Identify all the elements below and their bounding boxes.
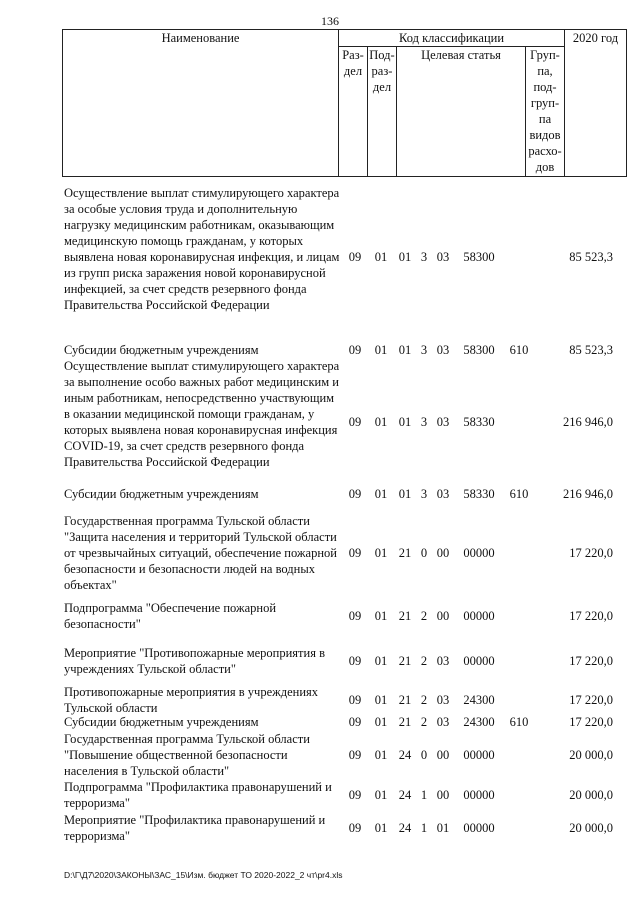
page-number: 136	[321, 14, 339, 28]
row-code-d: 58300	[463, 250, 495, 264]
header-year: 2020 год	[565, 30, 627, 177]
row-name: Мероприятие "Профилактика правонарушений и терроризма"	[64, 813, 326, 843]
row-code-b: 2	[420, 609, 428, 623]
row-code-c: 01	[436, 821, 450, 835]
row-code-d: 00000	[463, 609, 495, 623]
row-code-b: 2	[420, 693, 428, 707]
row-code-c: 03	[436, 343, 450, 357]
row-code-c: 03	[436, 693, 450, 707]
row-name: Субсидии бюджетным учреждениям	[64, 715, 259, 729]
row-code-r: 09	[348, 546, 362, 560]
table-row	[0, 342, 640, 358]
row-code-g: 610	[509, 343, 529, 357]
row-code-b: 3	[420, 250, 428, 264]
classification-header	[62, 29, 627, 177]
row-code-r: 09	[348, 487, 362, 501]
row-name: Субсидии бюджетным учреждениям	[64, 343, 259, 357]
row-amount: 85 523,3	[569, 343, 613, 357]
table-row	[0, 185, 640, 329]
row-code-p: 01	[374, 487, 388, 501]
row-amount: 20 000,0	[569, 821, 613, 835]
row-code-b: 0	[420, 748, 428, 762]
row-code-d: 58330	[463, 415, 495, 429]
row-code-a: 21	[398, 546, 412, 560]
row-code-b: 1	[420, 788, 428, 802]
row-code-c: 00	[436, 546, 450, 560]
header-code-group: Код классификации	[339, 30, 565, 47]
row-code-c: 00	[436, 609, 450, 623]
table-row	[0, 600, 640, 632]
row-code-b: 2	[420, 654, 428, 668]
row-code-a: 01	[398, 250, 412, 264]
row-code-c: 03	[436, 415, 450, 429]
row-name: Осуществление выплат стимулирующего характера за выполнение особо важных работ медицинским и иным работникам, непосредственно участвующим в оказании медицинской помощи гражданам, у которых выявлена новая коронавирусная инфекция COVID-19, за счет средств резервного фонда Правительства Российской Федерации	[64, 359, 340, 469]
row-amount: 216 946,0	[563, 487, 613, 501]
row-amount: 17 220,0	[569, 693, 613, 707]
row-code-a: 24	[398, 821, 412, 835]
table-row	[0, 358, 640, 486]
header-expense-group: Груп- па, под- груп- па видов расхо- дов	[526, 47, 565, 177]
row-code-c: 00	[436, 748, 450, 762]
row-amount: 20 000,0	[569, 748, 613, 762]
row-code-r: 09	[348, 654, 362, 668]
row-name: Субсидии бюджетным учреждениям	[64, 487, 259, 501]
row-code-d: 00000	[463, 821, 495, 835]
row-amount: 216 946,0	[563, 415, 613, 429]
row-code-p: 01	[374, 546, 388, 560]
row-name: Мероприятие "Противопожарные мероприятия в учреждениях Тульской области"	[64, 646, 325, 676]
row-code-g: 610	[509, 487, 529, 501]
table-row	[0, 779, 640, 811]
row-name: Государственная программа Тульской области "Защита населения и территорий Тульской области от чрезвычайных ситуаций, обеспечение пожарной безопасности и безопасности людей на водных объектах"	[64, 514, 337, 592]
row-code-r: 09	[348, 693, 362, 707]
table-row	[0, 812, 640, 844]
row-code-d: 00000	[463, 546, 495, 560]
row-code-r: 09	[348, 715, 362, 729]
row-code-r: 09	[348, 609, 362, 623]
row-code-d: 00000	[463, 788, 495, 802]
table-row	[0, 513, 640, 593]
header-subsection: Под- раз- дел	[368, 47, 397, 177]
row-code-a: 01	[398, 343, 412, 357]
header-name: Наименование	[63, 30, 339, 177]
row-code-p: 01	[374, 821, 388, 835]
row-code-b: 3	[420, 415, 428, 429]
row-code-a: 21	[398, 693, 412, 707]
row-code-r: 09	[348, 343, 362, 357]
row-code-p: 01	[374, 343, 388, 357]
row-code-p: 01	[374, 250, 388, 264]
row-code-a: 21	[398, 609, 412, 623]
row-code-d: 00000	[463, 654, 495, 668]
row-code-d: 58300	[463, 343, 495, 357]
table-row	[0, 714, 640, 730]
row-code-c: 03	[436, 250, 450, 264]
row-code-b: 1	[420, 821, 428, 835]
row-code-a: 01	[398, 487, 412, 501]
row-name: Подпрограмма "Профилактика правонарушений и терроризма"	[64, 780, 332, 810]
table-row	[0, 731, 640, 779]
row-code-b: 0	[420, 546, 428, 560]
row-code-p: 01	[374, 654, 388, 668]
row-code-p: 01	[374, 748, 388, 762]
row-code-r: 09	[348, 415, 362, 429]
row-code-b: 3	[420, 343, 428, 357]
row-amount: 85 523,3	[569, 250, 613, 264]
row-amount: 17 220,0	[569, 609, 613, 623]
row-amount: 17 220,0	[569, 715, 613, 729]
row-code-p: 01	[374, 788, 388, 802]
table-row	[0, 684, 640, 716]
row-name: Подпрограмма "Обеспечение пожарной безопасности"	[64, 601, 277, 631]
row-code-p: 01	[374, 415, 388, 429]
row-code-p: 01	[374, 609, 388, 623]
row-code-c: 00	[436, 788, 450, 802]
row-code-c: 03	[436, 654, 450, 668]
row-code-a: 21	[398, 654, 412, 668]
row-code-p: 01	[374, 693, 388, 707]
row-code-r: 09	[348, 821, 362, 835]
row-amount: 17 220,0	[569, 654, 613, 668]
row-code-b: 3	[420, 487, 428, 501]
table-row	[0, 645, 640, 677]
row-name: Противопожарные мероприятия в учреждениях Тульской области	[64, 685, 319, 715]
header-target-article: Целевая статья	[397, 47, 526, 177]
row-code-a: 21	[398, 715, 412, 729]
row-code-c: 03	[436, 487, 450, 501]
row-name: Осуществление выплат стимулирующего характера за особые условия труда и дополнительную нагрузку медицинским работникам, оказывающим медицинскую помощь гражданам, у которых выявлена новая коронавирусная инфекция, и лицам из групп риска заражения новой коронавирусной инфекцией, за счет средств резервного фонда Правительства Российской Федерации	[64, 186, 340, 312]
row-code-d: 24300	[463, 693, 495, 707]
row-code-c: 03	[436, 715, 450, 729]
row-amount: 20 000,0	[569, 788, 613, 802]
row-code-g: 610	[509, 715, 529, 729]
row-code-a: 24	[398, 748, 412, 762]
row-code-d: 00000	[463, 748, 495, 762]
row-name: Государственная программа Тульской области "Повышение общественной безопасности населения в Тульской области"	[64, 732, 310, 778]
row-amount: 17 220,0	[569, 546, 613, 560]
table-row	[0, 486, 640, 502]
row-code-b: 2	[420, 715, 428, 729]
row-code-r: 09	[348, 748, 362, 762]
row-code-p: 01	[374, 715, 388, 729]
header-section: Раз- дел	[339, 47, 368, 177]
row-code-r: 09	[348, 788, 362, 802]
row-code-r: 09	[348, 250, 362, 264]
row-code-a: 01	[398, 415, 412, 429]
row-code-d: 58330	[463, 487, 495, 501]
row-code-d: 24300	[463, 715, 495, 729]
row-code-a: 24	[398, 788, 412, 802]
file-path: D:\Г\Д7\2020\ЗАКОНЫ\ЗАС_15\Изм. бюджет ТО 2020-2022_2 чт\pr4.xls	[64, 870, 343, 880]
